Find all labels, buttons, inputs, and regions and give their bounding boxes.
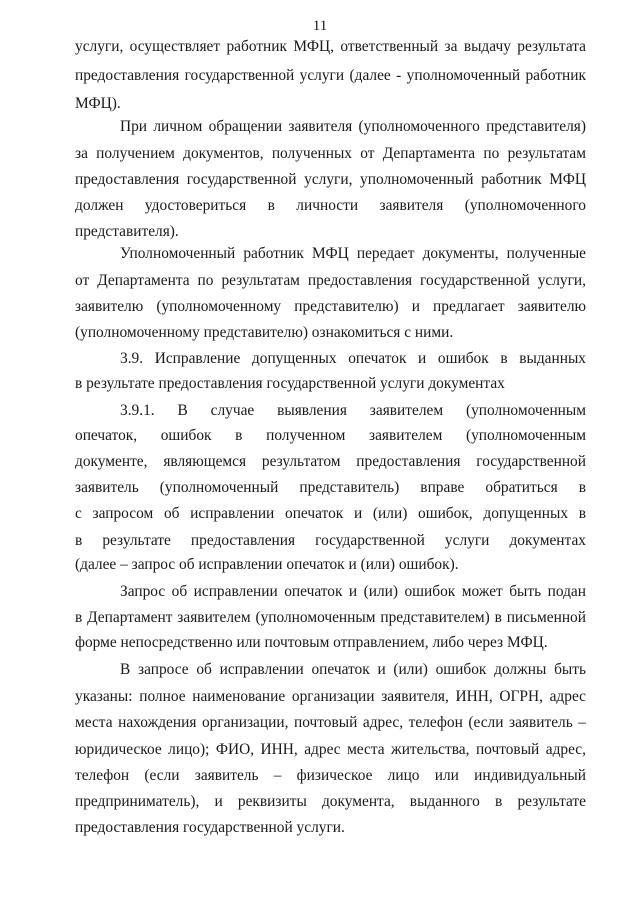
text-line: от Департамента по результатам предоставления государственной услуги, <box>75 272 586 289</box>
text-line: заявителю (уполномоченному представителю) и предлагает заявителю <box>75 298 586 315</box>
text-line: Запрос об исправлении опечаток и (или) ошибок может быть подан <box>120 583 586 600</box>
text-line: документе, являющемся результатом предоставления государственной <box>75 453 586 470</box>
text-line: услуги, осуществляет работник МФЦ, ответственный за выдачу результата <box>75 38 586 55</box>
text-line: предприниматель), и реквизиты документа, выданного в результате <box>75 793 586 810</box>
text-line: МФЦ). <box>75 95 121 112</box>
text-line: в результате предоставления государственной услуги документах <box>75 532 586 549</box>
page-number: 11 <box>312 18 328 34</box>
text-line: телефон (если заявитель – физическое лицо или индивидуальный <box>75 767 586 784</box>
text-line: предоставления государственной услуги, уполномоченный работник МФЦ <box>75 171 586 188</box>
text-line: опечаток, ошибок в полученном заявителем (уполномоченным <box>75 427 586 444</box>
section-heading-line: в результате предоставления государственной услуги документах <box>75 375 505 392</box>
text-line: места нахождения организации, почтовый адрес, телефон (если заявитель – <box>75 714 586 731</box>
text-line: указаны: полное наименование организации заявителя, ИНН, ОГРН, адрес <box>75 688 586 705</box>
text-line: в Департамент заявителем (уполномоченным представителем) в письменной <box>75 609 586 626</box>
text-line: заявитель (уполномоченный представитель) вправе обратиться в <box>75 479 586 496</box>
text-line: При личном обращении заявителя (уполномоченного представителя) <box>120 118 586 135</box>
text-line: предоставления государственной услуги. <box>75 819 345 836</box>
text-line: форме непосредственно или почтовым отправлением, либо через МФЦ. <box>75 634 548 651</box>
text-line: представителя). <box>75 223 179 240</box>
text-line: (уполномоченному представителю) ознакомиться с ними. <box>75 324 454 341</box>
text-line: за получением документов, полученных от Департамента по результатам <box>75 145 586 162</box>
text-line: с запросом об исправлении опечаток и (или) ошибок, допущенных в <box>75 505 586 522</box>
text-line: юридическое лицо); ФИО, ИНН, адрес места жительства, почтовый адрес, <box>75 741 586 758</box>
text-line: 3.9.1. В случае выявления заявителем (уполномоченным <box>120 402 586 419</box>
text-line: (далее – запрос об исправлении опечаток и (или) ошибок). <box>75 556 459 573</box>
text-line: В запросе об исправлении опечаток и (или) ошибок должны быть <box>120 661 586 678</box>
section-heading-line: 3.9. Исправление допущенных опечаток и ошибок в выданных <box>120 350 586 367</box>
text-line: Уполномоченный работник МФЦ передает документы, полученные <box>120 245 586 262</box>
text-line: предоставления государственной услуги (далее - уполномоченный работник <box>75 67 586 84</box>
text-line: должен удостовериться в личности заявителя (уполномоченного <box>75 197 586 214</box>
